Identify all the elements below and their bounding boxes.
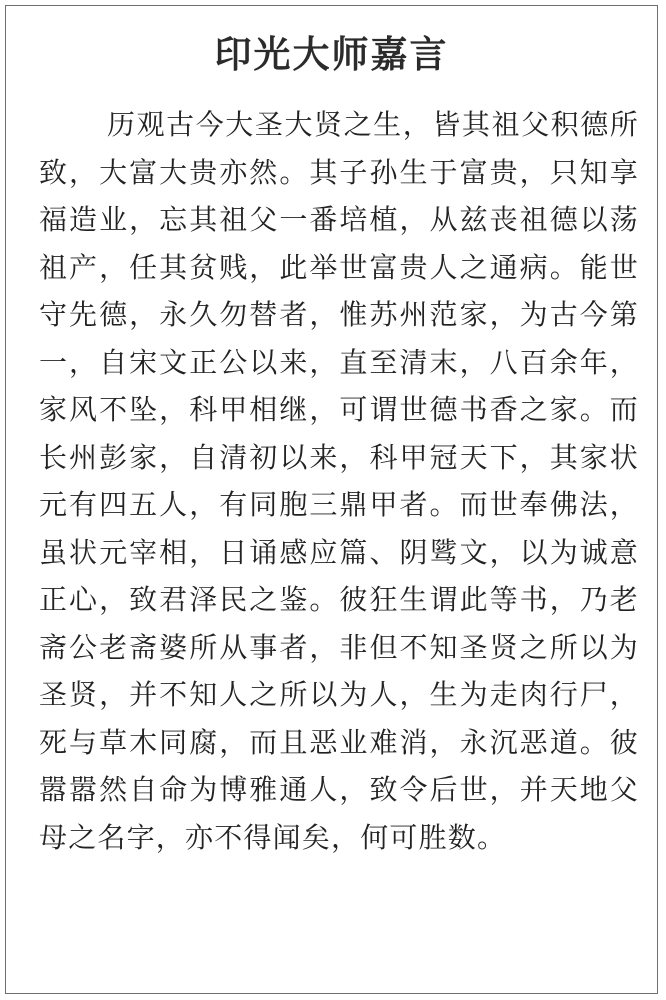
document-title: 印光大师嘉言	[214, 33, 449, 76]
document-paragraph: 历观古今大圣大贤之生，皆其祖父积德所致，大富大贵亦然。其子孙生于富贵，只知享福造业，忘其祖父一番培植，从兹丧祖德以荡祖产，任其贫贱，此举世富贵人之通病。能世守先德，永久勿替者，惟苏州范家，为古今第一，自宋文正公以来，直至清末，八百余年，家风不坠，科甲相继，可谓世德书香之家。而长州彭家，自清初以来，科甲冠天下，其家状元有四五人，有同胞三鼎甲者。而世奉佛法，虽状元宰相，日诵感应篇、阴骘文，以为诚意正心，致君泽民之鉴。彼狂生谓此等书，乃老斋公老斋婆所从事者，非但不知圣贤之所以为圣贤，并不知人之所以为人，生为走肉行尸，死与草木同腐，而且恶业难消，永沉恶道。彼嚣嚣然自命为博雅通人，致令后世，并天地父母之名字，亦不得闻矣，何可胜数。	[39, 108, 639, 854]
page-frame	[5, 5, 658, 994]
